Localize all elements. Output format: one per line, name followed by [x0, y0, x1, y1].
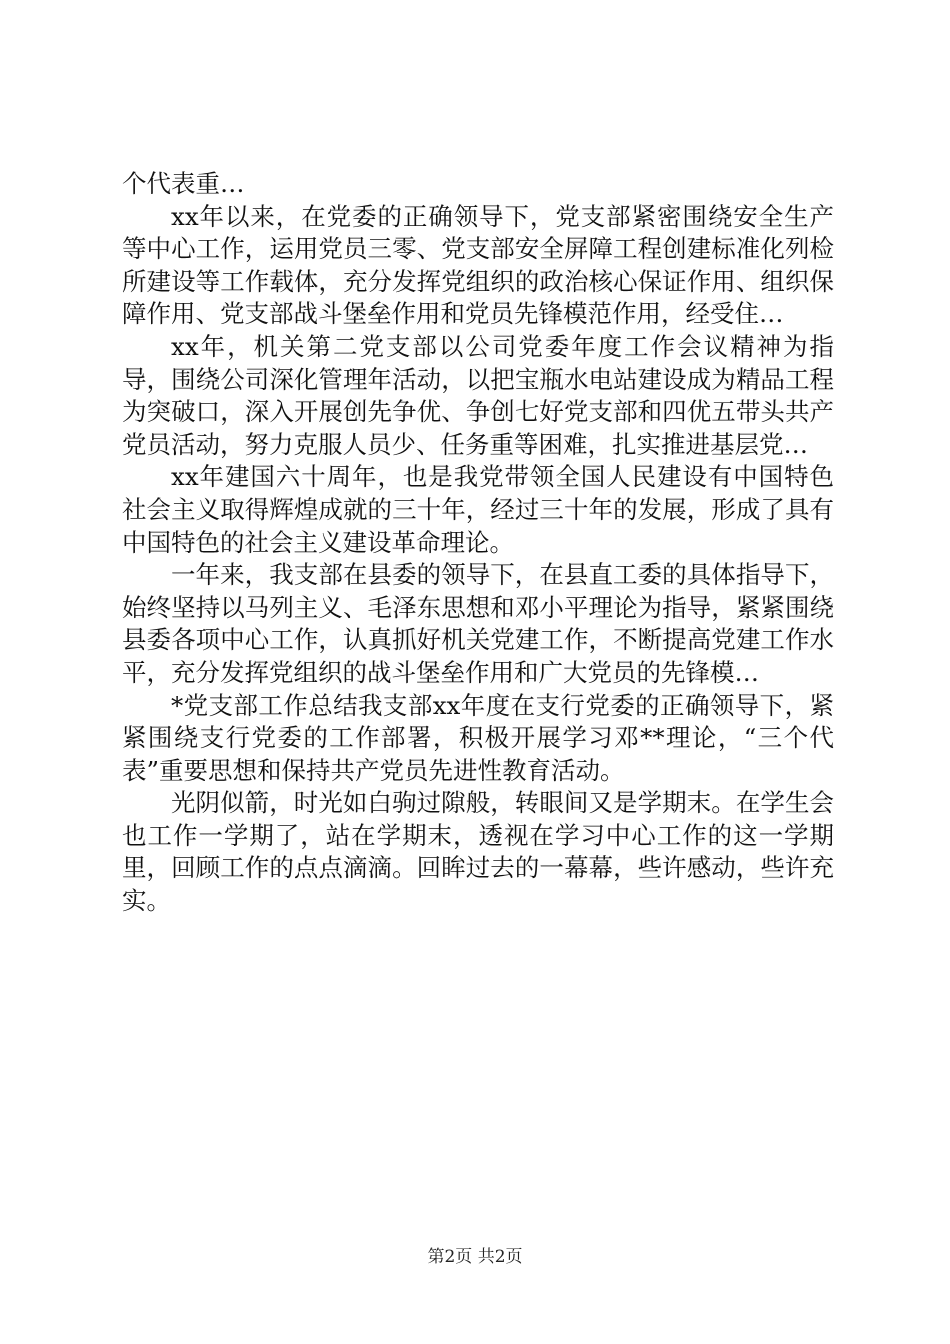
- paragraph-county-branch: 一年来，我支部在县委的领导下，在县直工委的具体指导下，始终坚持以马列主义、毛泽东思想和邓小平理论为指导，紧紧围绕县委各项中心工作，认真抓好机关党建工作，不断提高党建工作水平，充分发挥党组织的战斗堡垒作用和广大党员的先锋模…: [122, 560, 834, 687]
- paragraph-branch-summary: *党支部工作总结我支部xx年度在支行党委的正确领导下，紧紧围绕支行党委的工作部署，积极开展学习邓**理论，“三个代表”重要思想和保持共产党员先进性教育活动。: [122, 690, 834, 785]
- paragraph-continuation: 个代表重…: [122, 169, 245, 198]
- document-body: [122, 168, 834, 918]
- page-footer: 第2页 共2页: [427, 1247, 523, 1267]
- paragraph-semester-end: 光阴似箭，时光如白驹过隙般，转眼间又是学期末。在学生会也工作一学期了，站在学期末，透视在学习中心工作的这一学期里，回顾工作的点点滴滴。回眸过去的一幕幕，些许感动，些许充实。: [122, 788, 834, 916]
- paragraph-sixtieth-anniversary: xx年建国六十周年，也是我党带领全国人民建设有中国特色社会主义取得辉煌成就的三十年，经过三十年的发展，形成了具有中国特色的社会主义建设革命理论。: [122, 462, 834, 557]
- paragraph-second-branch: xx年，机关第二党支部以公司党委年度工作会议精神为指导，围绕公司深化管理年活动，以把宝瓶水电站建设成为精品工程为突破口，深入开展创先争优、争创七好党支部和四优五带头共产党员活动，努力克服人员少、任务重等困难，扎实推进基层党…: [122, 331, 834, 459]
- paragraph-safety-production: xx年以来，在党委的正确领导下，党支部紧密围绕安全生产等中心工作，运用党员三零、党支部安全屏障工程创建标准化列检所建设等工作载体，充分发挥党组织的政治核心保证作用、组织保障作用、党支部战斗堡垒作用和党员先锋模范作用，经受住…: [122, 201, 834, 329]
